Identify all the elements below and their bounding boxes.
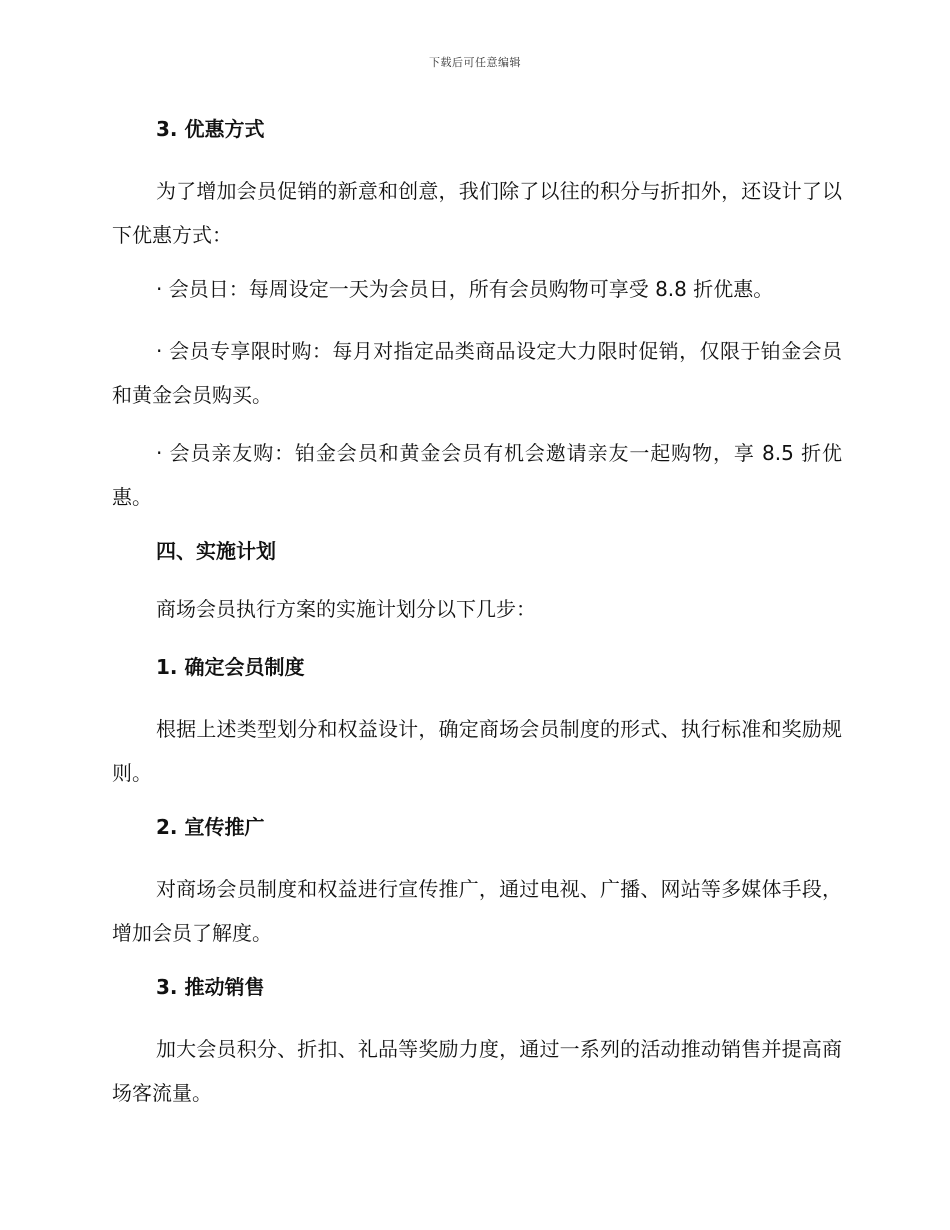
step-heading-2: 2. 宣传推广 — [156, 815, 265, 839]
document-body — [112, 111, 842, 1129]
paragraph-plan-intro: 商场会员执行方案的实施计划分以下几步： — [156, 597, 536, 621]
paragraph-step-1: 根据上述类型划分和权益设计，确定商场会员制度的形式、执行标准和奖励规则。 — [112, 717, 842, 785]
section-heading-discount-methods: 3. 优惠方式 — [156, 117, 265, 141]
step-heading-1: 1. 确定会员制度 — [156, 655, 305, 679]
paragraph-step-2: 对商场会员制度和权益进行宣传推广，通过电视、广播、网站等多媒体手段，增加会员了解度。 — [112, 877, 842, 945]
bullet-flash-sale: · 会员专享限时购：每月对指定品类商品设定大力限时促销，仅限于铂金会员和黄金会员购买。 — [112, 339, 842, 407]
paragraph-discount-intro: 为了增加会员促销的新意和创意，我们除了以往的积分与折扣外，还设计了以下优惠方式： — [112, 179, 842, 247]
header-note: 下载后可任意编辑 — [429, 56, 521, 69]
bullet-friends-purchase: · 会员亲友购：铂金会员和黄金会员有机会邀请亲友一起购物，享 8.5 折优惠。 — [112, 441, 842, 509]
bullet-member-day: · 会员日：每周设定一天为会员日，所有会员购物可享受 8.8 折优惠。 — [156, 277, 774, 301]
step-heading-3: 3. 推动销售 — [156, 975, 265, 999]
section-heading-implementation-plan: 四、实施计划 — [156, 539, 276, 563]
paragraph-step-3: 加大会员积分、折扣、礼品等奖励力度，通过一系列的活动推动销售并提高商场客流量。 — [112, 1037, 842, 1105]
